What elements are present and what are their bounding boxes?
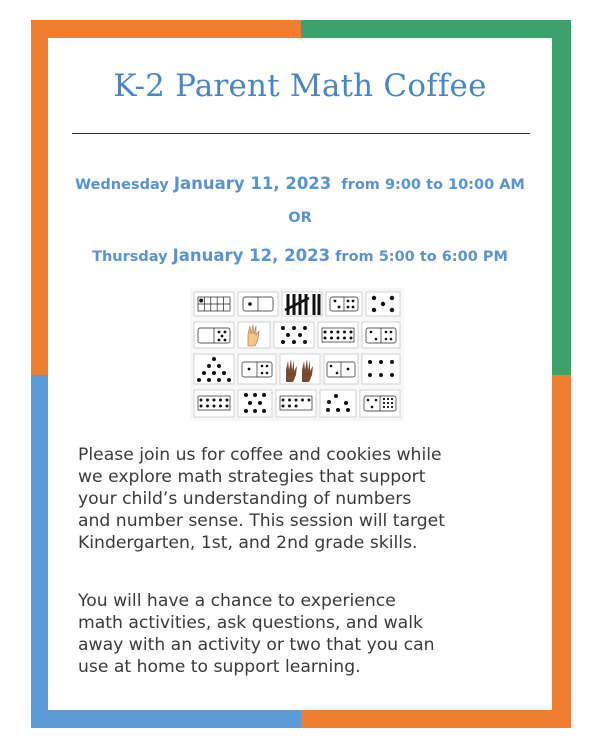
- session-1-line: [48, 174, 552, 193]
- domino-card: [194, 322, 234, 348]
- domino-card: [360, 390, 400, 417]
- triangle-dots-card: [194, 354, 234, 384]
- intro-line: Kindergarten, 1st, and 2nd grade skills.: [78, 533, 418, 553]
- session-1-day: Wednesday: [75, 177, 169, 193]
- ten-frame-card: [276, 390, 316, 417]
- hands-card: [280, 354, 320, 384]
- domino-card: [324, 354, 358, 384]
- dot-pattern-card: [366, 292, 400, 316]
- or-label: OR: [288, 210, 312, 226]
- tally-marks-card: [282, 292, 322, 316]
- ten-frame-card: [194, 292, 234, 316]
- flyer-page: [48, 38, 552, 710]
- dot-pattern-card: [238, 390, 272, 417]
- frame-green-right-upper: [552, 20, 571, 375]
- details-line: away with an activity or two that you can: [78, 635, 435, 655]
- frame-blue-left-lower: [31, 375, 48, 728]
- session-2-time: from 5:00 to 6:00 PM: [335, 249, 508, 265]
- details-line: math activities, ask questions, and walk: [78, 613, 423, 633]
- intro-line: Please join us for coffee and cookies while: [78, 445, 442, 465]
- frame-blue-bottom-left: [31, 710, 301, 728]
- session-2-line: [48, 246, 552, 265]
- domino-card: [362, 322, 400, 348]
- intro-line: your child’s understanding of numbers: [78, 489, 412, 509]
- frame-orange-bottom-right: [301, 710, 571, 728]
- intro-line: and number sense. This session will target: [78, 511, 445, 531]
- dot-pattern-card: [362, 354, 400, 384]
- session-1-date: January 11, 2023: [173, 174, 332, 193]
- domino-card: [326, 292, 362, 316]
- frame-orange-top-left: [31, 20, 301, 38]
- page-title: K-2 Parent Math Coffee: [113, 68, 487, 104]
- title-divider: [72, 133, 530, 134]
- details-paragraph: [78, 590, 538, 678]
- intro-paragraph: [78, 444, 538, 554]
- frame-orange-right-lower: [552, 375, 571, 728]
- details-line: You will have a chance to experience: [78, 591, 396, 611]
- dot-pattern-card: [274, 322, 314, 348]
- ten-frame-card: [194, 390, 234, 417]
- frame-orange-left-upper: [31, 20, 48, 375]
- session-1-time: from 9:00 to 10:00 AM: [341, 177, 525, 193]
- details-line: use at home to support learning.: [78, 657, 361, 677]
- domino-card: [238, 292, 278, 316]
- session-2-date: January 12, 2023: [172, 246, 331, 265]
- session-2-day: Thursday: [92, 249, 168, 265]
- hand-card: [238, 322, 270, 348]
- domino-card: [238, 354, 276, 384]
- dot-pattern-card: [320, 390, 356, 417]
- frame-green-top-right: [301, 20, 571, 38]
- math-representations-grid-image: [190, 288, 404, 421]
- intro-line: we explore math strategies that support: [78, 467, 426, 487]
- ten-frame-card: [318, 322, 358, 348]
